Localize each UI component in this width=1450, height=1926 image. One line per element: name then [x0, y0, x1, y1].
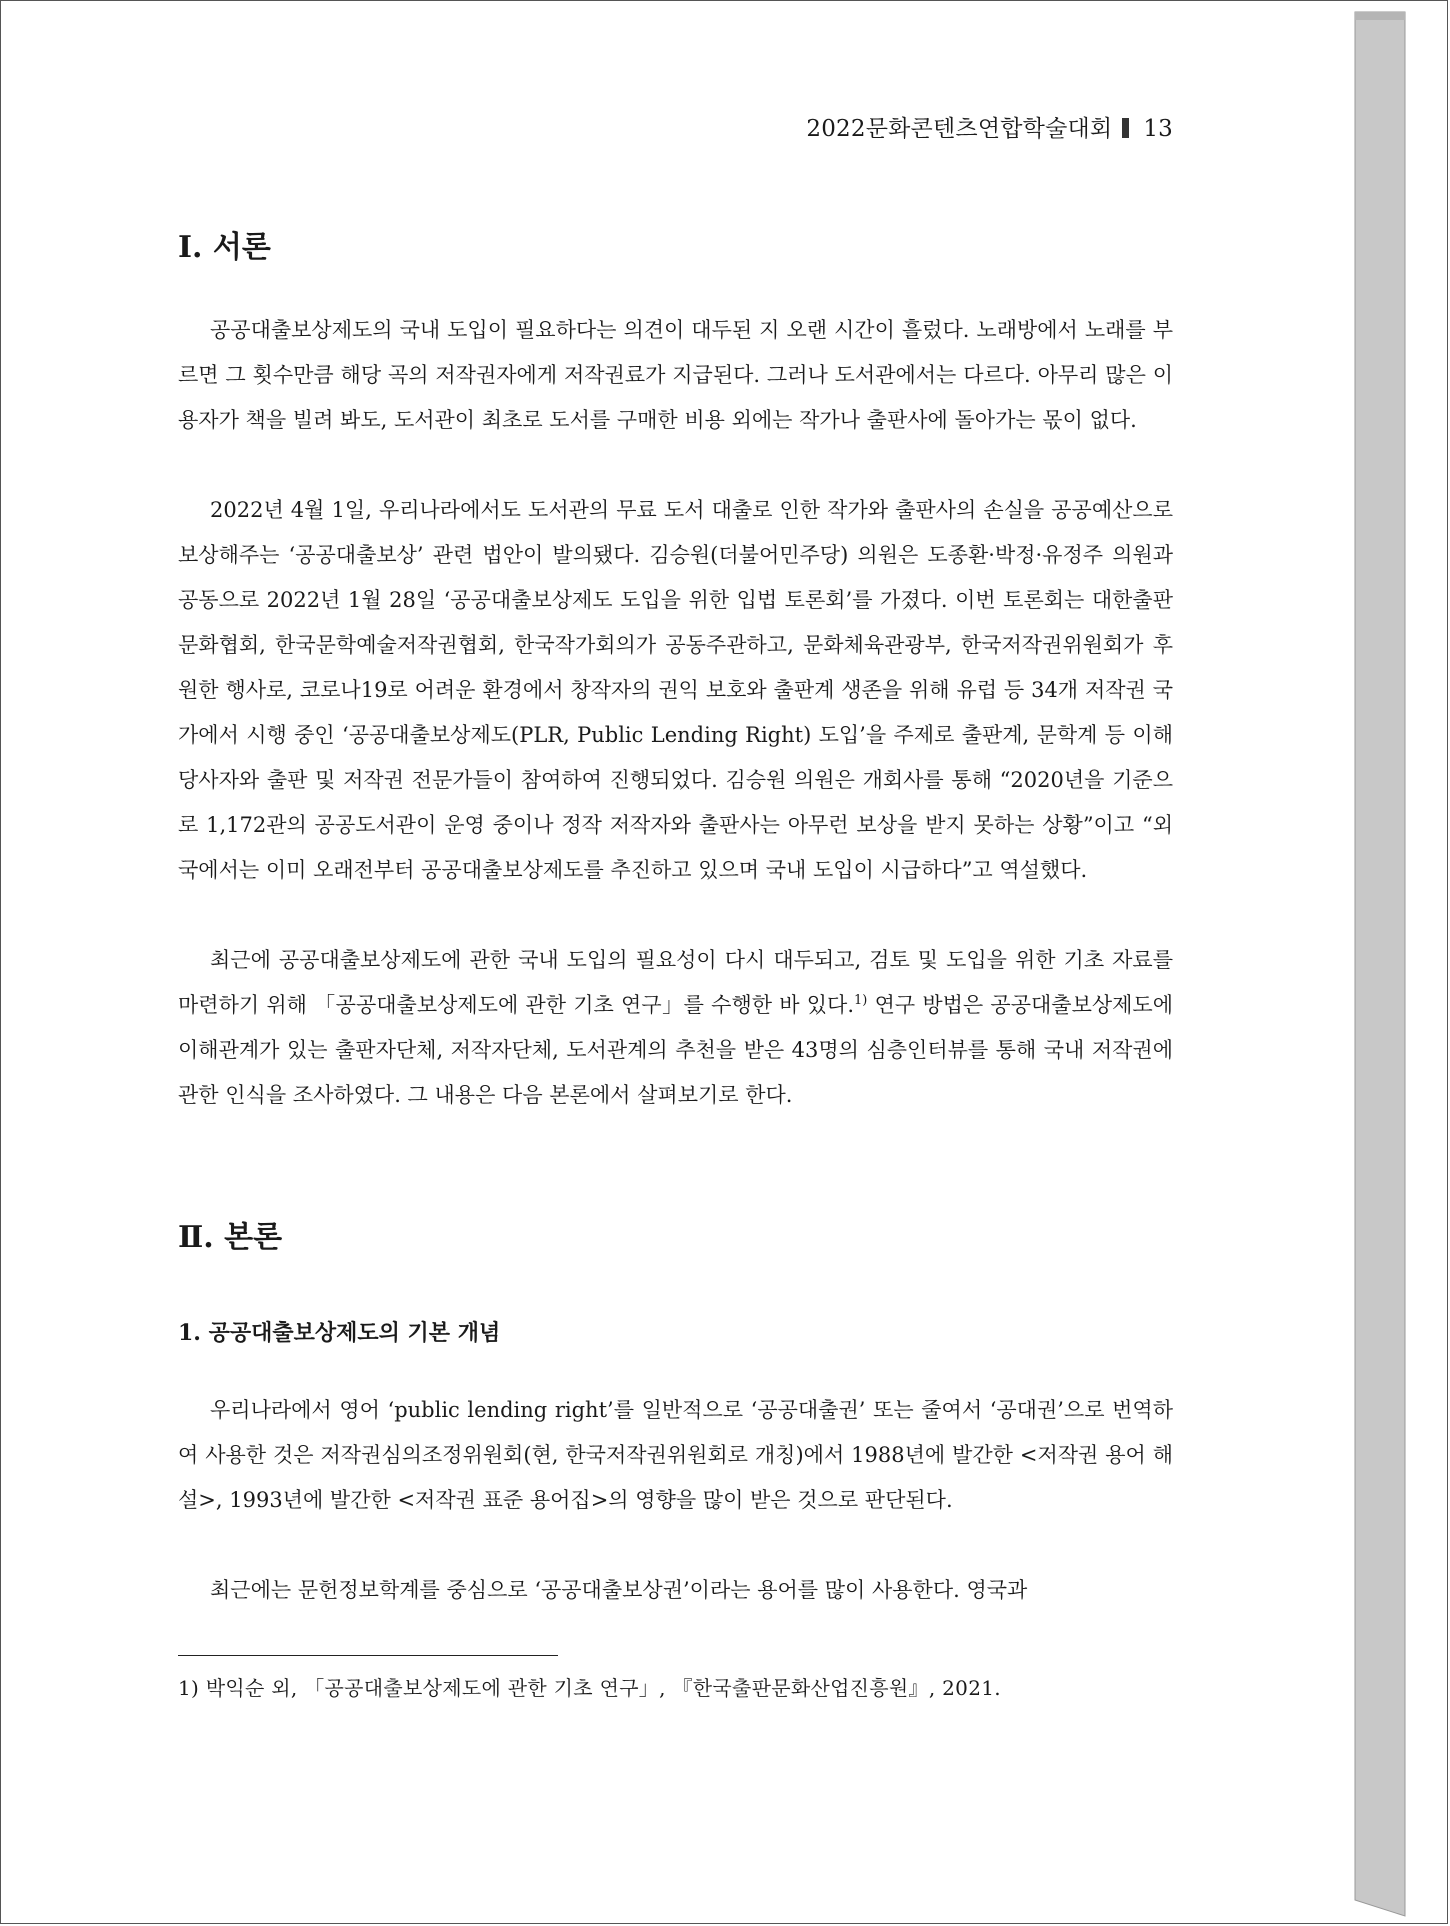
running-header — [806, 110, 1173, 143]
intro-paragraph-3-text: 최근에 공공대출보상제도에 관한 국내 도입의 필요성이 다시 대두되고, 검토 및 도입을 위한 기초 자료를 마련하기 위해 「공공대출보상제도에 관한 기초 연구」를 수행한 바 있다. — [178, 948, 1173, 1017]
section-title-body: Ⅱ. 본론 — [178, 1220, 283, 1255]
conference-title: 2022문화콘텐츠연합학술대회 — [806, 116, 1113, 142]
page-side-face — [1355, 12, 1405, 1916]
intro-paragraph-1: 공공대출보상제도의 국내 도입이 필요하다는 의견이 대두된 지 오랜 시간이 흘렀다. 노래방에서 노래를 부르면 그 횟수만큼 해당 곡의 저작권자에게 저작권료가 지급된다. 그러나 도서관에서는 다르다. 아무리 많은 이용자가 책을 빌려 봐도, 도서관이 최초로 도서를 구매한 비용 외에는 작가나 출판사에 돌아가는 몫이 없다. — [178, 318, 1173, 432]
document-page — [178, 0, 1173, 1926]
intro-paragraph-3 — [178, 938, 1173, 1118]
header-separator — [1122, 118, 1129, 138]
intro-paragraph-2: 2022년 4월 1일, 우리나라에서도 도서관의 무료 도서 대출로 인한 작가와 출판사의 손실을 공공예산으로 보상해주는 ‘공공대출보상’ 관련 법안이 발의됐다. 김승원(더불어민주당) 의원은 도종환·박정·유정주 의원과 공동으로 2022년 1월 28일 ‘공공대출보상제도 도입을 위한 입법 토론회’를 가졌다. 이번 토론회는 대한출판문화협회, 한국문학예술저작권협회, 한국작가회의가 공동주관하고, 문화체육관광부, 한국저작권위원회가 후원한 행사로, 코로나19로 어려운 환경에서 창작자의 권익 보호와 출판계 생존을 위해 유럽 등 34개 저작권 국가에서 시행 중인 ‘공공대출보상제도(PLR, Public Lending Right) 도입’을 주제로 출판계, 문학계 등 이해당사자와 출판 및 저작권 전문가들이 참여하여 진행되었다. 김승원 의원은 개회사를 통해 “2020년을 기준으로 1,172관의 공공도서관이 운영 중이나 정작 저작자와 출판사는 아무런 보상을 받지 못하는 상황”이고 “외국에서는 이미 오래전부터 공공대출보상제도를 추진하고 있으며 국내 도입이 시급하다”고 역설했다. — [178, 498, 1173, 882]
footnote-ref[interactable]: 1) — [854, 993, 868, 1008]
page-number: 13 — [1143, 116, 1173, 142]
footnote-1: 1) 박익순 외, 「공공대출보상제도에 관한 기초 연구」, 『한국출판문화산업진흥원』, 2021. — [178, 1676, 1001, 1700]
body-paragraph-1: 우리나라에서 영어 ‘public lending right’를 일반적으로 ‘공공대출권’ 또는 줄여서 ‘공대권’으로 번역하여 사용한 것은 저작권심의조정위원회(현, 한국저작권위원회로 개칭)에서 1988년에 발간한 <저작권 용어 해설>, 1993년에 발간한 <저작권 표준 용어집>의 영향을 많이 받은 것으로 판단된다. — [178, 1398, 1173, 1512]
subsection-title: 1. 공공대출보상제도의 기본 개념 — [178, 1320, 501, 1346]
intro-paragraph-3-rest: 연구 방법은 공공대출보상제도에 이해관계가 있는 출판자단체, 저작자단체, 도서관계의 추천을 받은 43명의 심층인터뷰를 통해 국내 저작권에 관한 인식을 조사하였다. 그 내용은 다음 본론에서 살펴보기로 한다. — [178, 993, 1174, 1107]
footnote-divider — [178, 1655, 558, 1656]
body-paragraph-2: 최근에는 문헌정보학계를 중심으로 ‘공공대출보상권’이라는 용어를 많이 사용한다. 영국과 — [210, 1578, 1028, 1602]
page-top-edge — [1355, 12, 1405, 20]
section-title-intro: Ⅰ. 서론 — [178, 230, 271, 265]
